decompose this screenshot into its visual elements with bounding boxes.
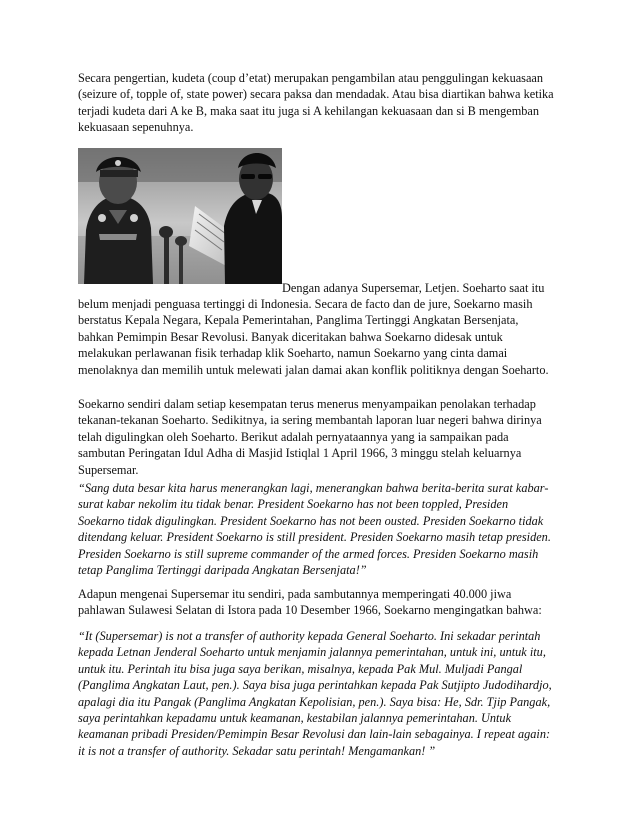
rejection-paragraph: Soekarno sendiri dalam setiap kesempatan terus menerus menyampaikan penolakan terhadap tekanan-tekanan Soeharto. Sedikitnya, ia sering membantah laporan luar negeri bahwa dirinya telah digulingkan oleh Soeharto. Berikut adalah pernyataannya yang ia sampaikan pada sambutan Peringatan Idul Adha di Masjid Istiqlal 1 April 1966, 3 minggu stelah keluarnya Supersemar. (78, 397, 542, 477)
soekarno-quote-1: “Sang duta besar kita harus menerangkan lagi, menerangkan bahwa berita-berita surat kabar- surat kabar nekolim itu tidak benar. President Soekarno has not been toppled, Presiden Soekarno tidak digulingkan. President Soekarno has not been ousted. Presiden Soekarno tidak ditendang keluar. President Soekarno is still president. Presiden Soekarno masih tetap presiden. Presiden Soekarno is still supreme commander of the armed forces. Presiden Soekarno masih tetap Panglima Tertinggi daripada Angkatan Bersenjata!” (78, 481, 551, 578)
supersemar-explanation-paragraph: Adapun mengenai Supersemar itu sendiri, pada sambutannya memperingati 40.000 jiwa pahlawan Sulawesi Selatan di Istora pada 10 Desember 1966, Soekarno mengingatkan bahwa: (78, 587, 542, 618)
photo-adjacent-paragraph-start: Dengan adanya Supersemar, Letjen. Soeharto saat itu (282, 281, 545, 295)
historical-photo (78, 148, 282, 284)
supersemar-paragraph: belum menjadi penguasa tertinggi di Indonesia. Secara de facto dan de jure, Soekarno masih berstatus Kepala Negara, Kepala Pemerintahan, Panglima Tertinggi Angkatan Bersenjata, bahkan Pemimpin Besar Revolusi. Banyak diceritakan bahwa Soekarno didesak untuk melakukan perlawanan fisik terhadap klik Soeharto, namun Soekarno yang cinta damai menolaknya dan memilih untuk melewati jalan damai akan konflik politiknya dengan Soeharto. (78, 297, 549, 377)
intro-paragraph: Secara pengertian, kudeta (coup d’etat) merupakan pengambilan atau penggulingan kekuasaan (seizure of, topple of, state power) secara paksa dan mendadak. Atau bisa diartikan bahwa ketika terjadi kudeta dari A ke B, maka saat itu juga si A kehilangan kekuasaan dan si B mengemban kekuasaan sepenuhnya. (78, 71, 554, 135)
soekarno-quote-2: “It (Supersemar) is not a transfer of authority kepada General Soeharto. Ini sekadar perintah kepada Letnan Jenderal Soeharto untuk menjamin jalannya pemerintahan, untuk ini, untuk itu, untuk itu. Perintah itu bisa juga saya berikan, misalnya, kepada Pak Mul. Muljadi Pangal (Panglima Angkatan Laut, pen.). Saya bisa juga perintahkan kepada Pak Sutjipto Judodihardjo, apalagi dia itu Pangak (Panglima Angkatan Kepolisian, pen.). Saya bisa: He, Sdr. Tjip Pangak, saya perintahkan kepadamu untuk keamanan, kestabilan jalannya pemerintahan. Untuk keamanan pribadi Presiden/Pemimpin Besar Revolusi dan lain-lain sebagainya. I repeat again: it is not a transfer of authority. Sekadar satu perintah! Mengamankan! ” (78, 629, 552, 758)
historical-photo-soekarno-soeharto-icon (78, 148, 282, 284)
